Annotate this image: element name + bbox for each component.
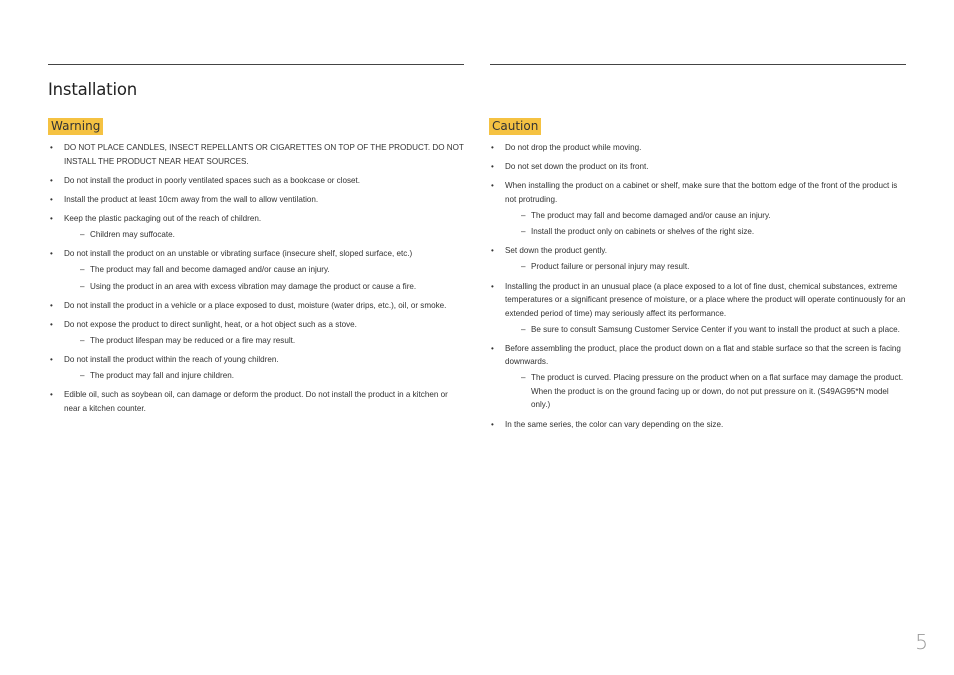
sub-item-text: Product failure or personal injury may result. bbox=[531, 262, 690, 272]
sub-item bbox=[64, 334, 464, 348]
list-item bbox=[489, 342, 909, 412]
bullet-icon: • bbox=[50, 319, 53, 329]
list-item-text: Keep the plastic packaging out of the reach of children. bbox=[64, 214, 262, 224]
list-item-text: DO NOT PLACE CANDLES, INSECT REPELLANTS OR CIGARETTES ON TOP OF THE PRODUCT. DO NOT INSTALL THE PRODUCT NEAR HEAT SOURCES. bbox=[64, 143, 464, 166]
bullet-icon: • bbox=[491, 143, 494, 152]
dash-icon: – bbox=[521, 324, 526, 334]
list-item bbox=[48, 299, 464, 313]
sub-item-text: The product is curved. Placing pressure on the product when on a flat surface may damage the product. When the product is on the ground facing up or down, do not put pressure on it. (S49AG95*N model only.) bbox=[531, 373, 904, 410]
list-item bbox=[48, 174, 464, 188]
sub-item bbox=[505, 371, 909, 412]
list-item bbox=[48, 388, 464, 415]
bullet-icon: • bbox=[50, 249, 53, 259]
top-rule-right bbox=[490, 64, 906, 65]
bullet-icon: • bbox=[50, 194, 53, 204]
dash-icon: – bbox=[521, 227, 526, 237]
bullet-icon: • bbox=[491, 181, 494, 191]
bullet-icon: • bbox=[50, 175, 53, 185]
bullet-icon: • bbox=[50, 214, 53, 224]
sub-item bbox=[505, 323, 909, 337]
list-item-text: Do not install the product within the reach of young children. bbox=[64, 355, 279, 365]
warning-list bbox=[48, 141, 464, 421]
list-item-text: Do not expose the product to direct sunlight, heat, or a hot object such as a stove. bbox=[64, 319, 357, 329]
list-item bbox=[48, 193, 464, 207]
dash-icon: – bbox=[521, 210, 526, 220]
bullet-icon: • bbox=[491, 419, 494, 429]
list-item-text: Edible oil, such as soybean oil, can damage or deform the product. Do not install the product in a kitchen or near a kitchen counter. bbox=[64, 390, 448, 413]
dash-icon: – bbox=[521, 373, 526, 383]
bullet-icon: • bbox=[491, 246, 494, 256]
list-item bbox=[489, 244, 909, 274]
page-number: 5 bbox=[915, 630, 928, 654]
bullet-icon: • bbox=[50, 355, 53, 365]
caution-label: Caution bbox=[489, 118, 541, 135]
sub-item bbox=[505, 209, 909, 223]
dash-icon: – bbox=[521, 262, 526, 272]
bullet-icon: • bbox=[491, 162, 494, 172]
dash-icon: – bbox=[80, 281, 85, 291]
bullet-icon: • bbox=[491, 281, 494, 291]
sub-item-text: The product may fall and injure children. bbox=[90, 371, 234, 381]
list-item bbox=[48, 353, 464, 383]
caution-list bbox=[489, 141, 909, 437]
bullet-icon: • bbox=[50, 143, 53, 152]
list-item-text: In the same series, the color can vary depending on the size. bbox=[505, 419, 724, 429]
dash-icon: – bbox=[80, 265, 85, 275]
sub-item-text: Be sure to consult Samsung Customer Service Center if you want to install the product at such a place. bbox=[531, 324, 900, 334]
sub-item-text: Using the product in an area with excess vibration may damage the product or cause a fire. bbox=[90, 281, 417, 291]
top-rule-left bbox=[48, 64, 464, 65]
list-item bbox=[48, 212, 464, 242]
sub-item bbox=[64, 280, 464, 294]
list-item bbox=[489, 141, 909, 155]
list-item bbox=[489, 418, 909, 432]
list-item-text: Before assembling the product, place the product down on a flat and stable surface so that the screen is facing downwards. bbox=[505, 343, 901, 367]
dash-icon: – bbox=[80, 336, 85, 345]
bullet-icon: • bbox=[50, 390, 53, 400]
list-item-text: When installing the product on a cabinet or shelf, make sure that the bottom edge of the front of the product is not protruding. bbox=[505, 181, 898, 204]
dash-icon: – bbox=[80, 371, 85, 381]
dash-icon: – bbox=[80, 230, 85, 240]
sub-item-text: Children may suffocate. bbox=[90, 230, 175, 240]
list-item bbox=[489, 179, 909, 238]
list-item-text: Installing the product in an unusual place (a place exposed to a lot of fine dust, chemical substances, extreme temperatures or a significant presence of moisture, or a place where the product will operate continuously for an extended period of time) may seriously affect its performance. bbox=[505, 281, 906, 318]
list-item bbox=[489, 160, 909, 174]
section-title: Installation bbox=[48, 80, 137, 99]
sub-item-text: The product lifespan may be reduced or a fire may result. bbox=[90, 336, 296, 345]
list-item-text: Do not install the product in a vehicle or a place exposed to dust, moisture (water drips, etc.), oil, or smoke. bbox=[64, 300, 447, 310]
sub-item bbox=[505, 225, 909, 239]
list-item-text: Install the product at least 10cm away from the wall to allow ventilation. bbox=[64, 194, 319, 204]
list-item-text: Set down the product gently. bbox=[505, 246, 607, 256]
list-item bbox=[48, 318, 464, 348]
list-item bbox=[48, 141, 464, 168]
sub-item bbox=[505, 260, 909, 274]
list-item bbox=[48, 247, 464, 293]
list-item-text: Do not set down the product on its front. bbox=[505, 162, 649, 172]
bullet-icon: • bbox=[50, 300, 53, 310]
bullet-icon: • bbox=[491, 343, 494, 353]
sub-item bbox=[64, 369, 464, 383]
sub-item bbox=[64, 228, 464, 242]
sub-item bbox=[64, 263, 464, 277]
list-item-text: Do not install the product on an unstable or vibrating surface (insecure shelf, sloped surface, etc.) bbox=[64, 249, 413, 259]
list-item-text: Do not install the product in poorly ventilated spaces such as a bookcase or closet. bbox=[64, 175, 361, 185]
list-item-text: Do not drop the product while moving. bbox=[505, 143, 642, 152]
sub-item-text: Install the product only on cabinets or shelves of the right size. bbox=[531, 227, 755, 237]
warning-label: Warning bbox=[48, 118, 103, 135]
sub-item-text: The product may fall and become damaged and/or cause an injury. bbox=[90, 265, 330, 275]
sub-item-text: The product may fall and become damaged and/or cause an injury. bbox=[531, 210, 771, 220]
list-item bbox=[489, 280, 909, 337]
